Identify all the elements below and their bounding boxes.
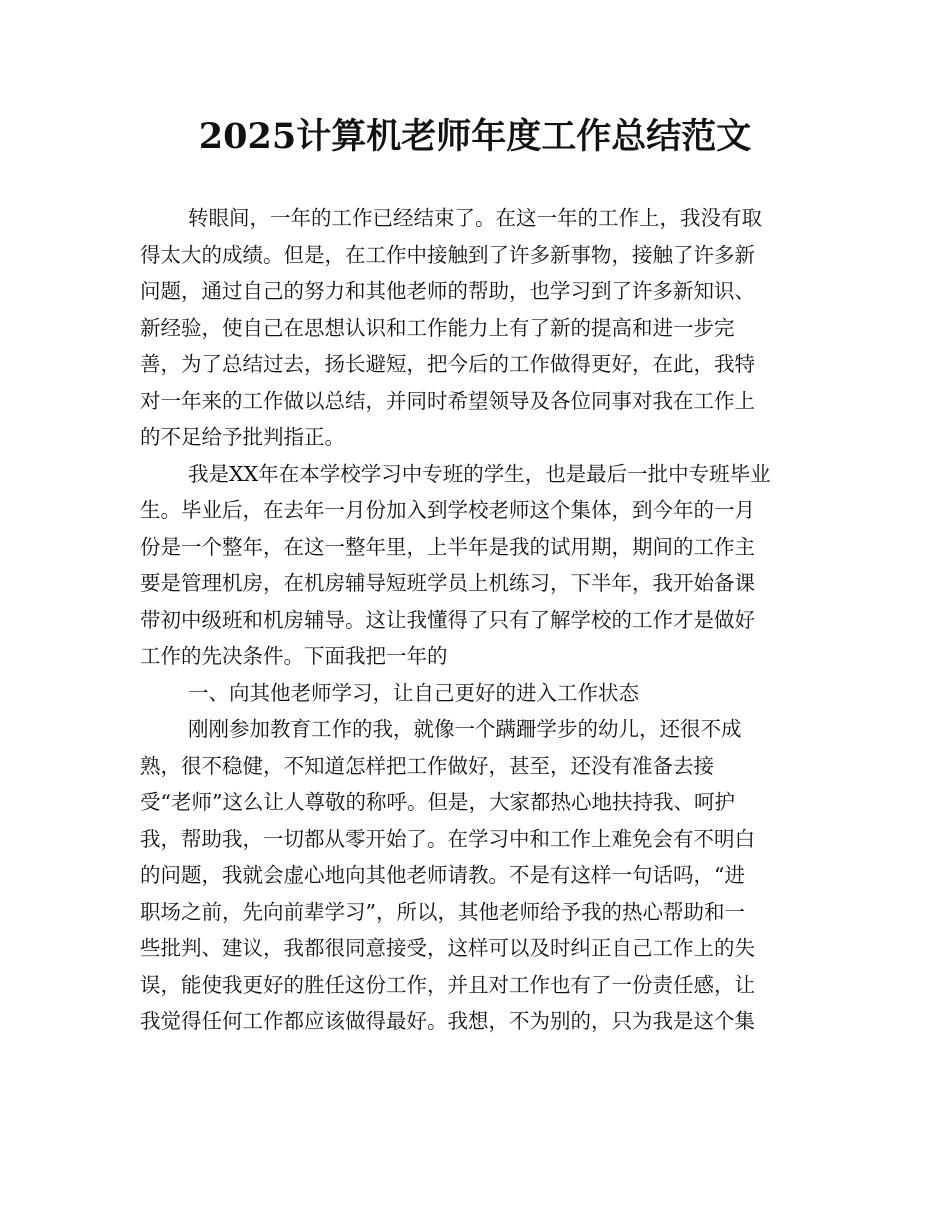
paragraph-line: 工作的先决条件。下面我把一年的 [140,644,448,668]
paragraph-line: 转眼间，一年的工作已经结束了。在这一年的工作上，我没有取 [188,206,762,230]
paragraph-line: 得太大的成绩。但是，在工作中接触到了许多新事物，接触了许多新 [140,242,755,267]
paragraph-line: 我是XX年在本学校学习中专班的学生，也是最后一批中专班毕业 [188,461,771,486]
paragraph-line: 对一年来的工作做以总结，并同时希望领导及各位同事对我在工作上 [140,388,755,413]
paragraph-line: 生。毕业后，在去年一月份加入到学校老师这个集体，到今年的一月 [140,498,755,522]
paragraph-line: 刚刚参加教育工作的我，就像一个蹒跚学步的幼儿，还很不成 [188,717,742,741]
paragraph-line: 的问题，我就会虚心地向其他老师请教。不是有这样一句话吗，“进 [140,863,745,887]
paragraph-line: 受“老师”这么让人尊敬的称呼。但是，大家都热心地扶持我、呵护 [140,790,735,814]
paragraph-line: 熟，很不稳健，不知道怎样把工作做好，甚至，还没有准备去接 [140,753,714,778]
document-body [140,200,805,1040]
paragraph-line: 善，为了总结过去，扬长避短，把今后的工作做得更好，在此，我特 [140,352,755,376]
paragraph-line: 的不足给予批判指正。 [140,425,345,449]
paragraph-line: 误，能使我更好的胜任这份工作，并且对工作也有了一份责任感，让 [140,972,755,997]
paragraph-line: 问题，通过自己的努力和其他老师的帮助，也学习到了许多新知识、 [140,279,755,303]
section-heading: 一、向其他老师学习，让自己更好的进入工作状态 [188,680,639,705]
paragraph-line: 职场之前，先向前辈学习”，所以，其他老师给予我的热心帮助和一 [140,899,745,924]
paragraph-line: 我，帮助我，一切都从零开始了。在学习中和工作上难免会有不明白 [140,826,755,851]
paragraph-line: 份是一个整年，在这一整年里，上半年是我的试用期，期间的工作主 [140,534,755,559]
paragraph-line: 要是管理机房，在机房辅导短班学员上机练习，下半年，我开始备课 [140,571,755,595]
paragraph-line: 新经验，使自己在思想认识和工作能力上有了新的提高和进一步完 [140,315,735,340]
document-title: 2025计算机老师年度工作总结范文 [198,116,752,157]
paragraph-line: 带初中级班和机房辅导。这让我懂得了只有了解学校的工作才是做好 [140,607,755,632]
paragraph-line: 些批判、建议，我都很同意接受，这样可以及时纠正自己工作上的失 [140,936,755,960]
paragraph-line: 我觉得任何工作都应该做得最好。我想，不为别的，只为我是这个集 [140,1009,755,1033]
